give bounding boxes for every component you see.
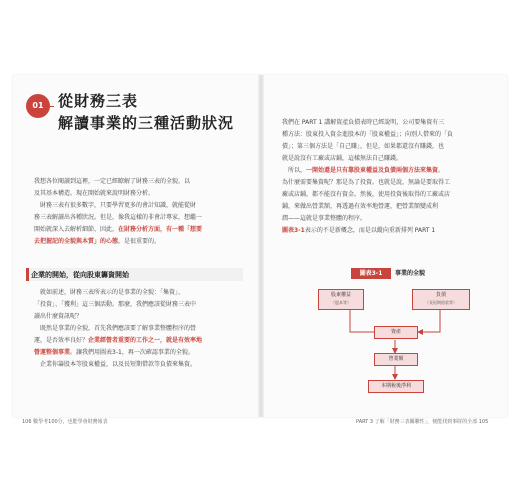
right-highlight-suffix: 。	[438, 167, 445, 174]
body-line: 既然是事業的全貌，首先我們應該要了解事業整體程序的營	[40, 325, 197, 332]
figure-reference-text: 表示的不是新概念，而是以縱向重新排列 PART 1	[304, 227, 436, 234]
right-highlight-prefix: 所以，	[288, 167, 307, 174]
assets-box	[374, 326, 418, 339]
body-line-text: 運，是否效率良好？	[34, 337, 89, 344]
body-highlight-1: 企業經營者重要的工作之一，就是有效率地	[88, 337, 203, 344]
right-line: 鋪，來做出營業額，再透過有效率地營運，把營業額變成利	[282, 203, 439, 210]
equity-sublabel: （股本等）	[331, 300, 351, 305]
right-line: 就是說沒有工廠或店鋪，這樣無法自己賺錢。	[282, 155, 403, 162]
equity-box	[318, 289, 364, 310]
liability-label: 負債	[435, 292, 446, 298]
revenue-box	[374, 353, 418, 366]
intro-line: 務三表解讀出各種狀況。但是，像我這樣的非會計專家，想繼一	[34, 214, 203, 221]
diagram-label: 圖表3-1	[351, 268, 391, 279]
profit-label: 本期稅後淨利	[380, 383, 411, 389]
liability-box	[412, 289, 470, 310]
liability-sublabel: （長短期借款等）	[425, 300, 457, 305]
intro-line	[34, 236, 254, 248]
body-line: 讀出什麼資訊呢？	[34, 313, 83, 320]
right-highlight: 一開始還是只有靠股東權益及負債兩個方法來集資	[306, 167, 439, 174]
right-line	[282, 225, 496, 237]
intro-line-text: 開始就深入去解析細節，因此，	[34, 226, 119, 233]
body-line	[34, 335, 254, 347]
intro-highlight-tail: ，是很重要的。	[118, 238, 161, 245]
intro-line: 及其基本構造。現在開始就來說明財務分析。	[34, 190, 155, 197]
intro-highlight-start: 在財務分析方面，有一種「想要	[118, 226, 203, 233]
intro-highlight-end: 去把握記的全貌與本質」的心態	[34, 238, 119, 245]
right-line: 為什麼需要集資呢？那是為了投資。也就是說，無論是要取得工	[282, 179, 451, 186]
chapter-title-line-1: 從財務三表	[58, 92, 139, 110]
right-line: 廠或店鋪，都不能沒有資金。然後，使用投資後取得的工廠或店	[282, 191, 451, 198]
equity-label: 股東權益	[330, 292, 351, 298]
chapter-number-badge: 01	[26, 94, 50, 118]
chapter-title-connector	[50, 106, 54, 107]
body-line: 就如前述，財務三表所表示的是事業的全貌：「集資」、	[40, 289, 185, 296]
book-gutter	[258, 75, 264, 417]
body-line-after: 。讓我們用圖表3-1，再一次確認事業的全貌。	[70, 349, 194, 356]
intro-paragraph	[34, 176, 254, 248]
profit-box	[368, 380, 424, 393]
chapter-title-line-2: 解讀事業的三種活動狀況	[58, 114, 235, 132]
body-paragraph	[34, 287, 254, 371]
diagram-title: 事業的全貌	[395, 270, 426, 277]
intro-line: 財務三表有很多數字，只要學習更多的會計知識，就能從財	[40, 202, 197, 209]
right-paragraph	[282, 117, 496, 237]
right-line: 債」；第三個方法是「自己賺」，但是，如果都還沒有賺錢，也	[282, 143, 445, 150]
body-line: 企業你籌股本等股東權益，以及長短期借款等負債來集資。	[40, 361, 197, 368]
page-footer-right: PART 3 了解「財務三表關聯性」，便能找到事財的全部 105	[356, 419, 489, 425]
body-highlight-2: 營運整個事業	[34, 349, 71, 356]
revenue-label: 營業額	[388, 356, 404, 362]
right-line: 潤——這就是事業整體的程序。	[282, 215, 367, 222]
page-footer-left: 106 數學考100分，也能學會財務報表	[22, 419, 108, 425]
section-heading: 企業的開始，從向股東籌資開始	[31, 271, 129, 279]
chapter-title	[58, 90, 234, 134]
intro-line	[34, 224, 254, 236]
body-line	[34, 347, 254, 359]
right-line: 種方法：股東投入資金進股本的「股東權益」；向別人借來的「負	[282, 131, 454, 138]
intro-line: 我想各位閱讀到這裡，一定已經瞭解了財務三表的全貌，以	[34, 178, 191, 185]
figure-reference: 圖表3-1	[282, 227, 305, 234]
body-line: 「投資」、「獲利」這三個活動。那麼，我們應該從財務三表中	[34, 301, 197, 308]
right-line	[282, 165, 496, 177]
right-line: 我們在 PART 1 講解資產負債表時已經說明，公司要集資有三	[282, 119, 445, 126]
liability-to-assets-arrow	[418, 310, 440, 332]
assets-label: 資產	[390, 329, 401, 335]
